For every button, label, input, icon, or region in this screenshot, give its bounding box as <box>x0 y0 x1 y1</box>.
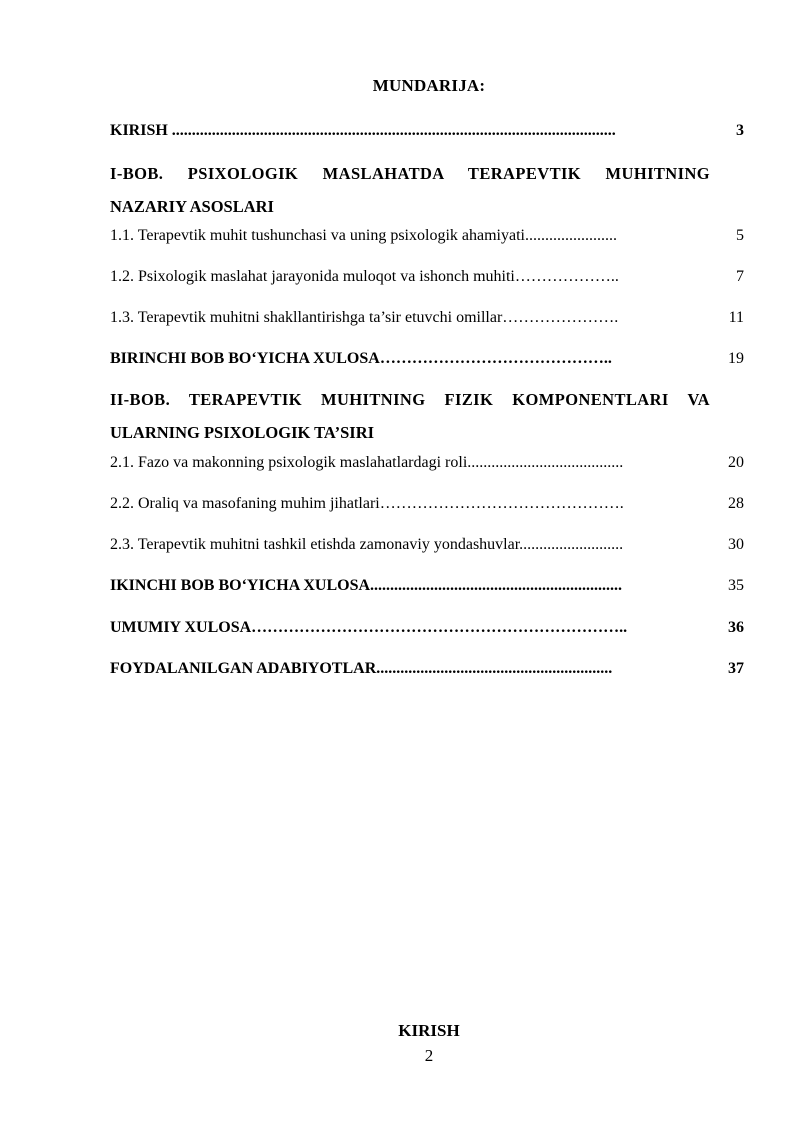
toc-entry-page: 5 <box>736 227 744 244</box>
toc-entry-2-2 <box>110 493 744 515</box>
chapter-title-line1: I-BOB. PSIXOLOGIK MASLAHATDA TERAPEVTIK MUHITNING <box>110 164 710 183</box>
toc-entry-page: 35 <box>728 577 744 594</box>
toc-entry-1-3 <box>110 307 744 329</box>
toc-entry-page: 36 <box>728 619 744 636</box>
chapter-title-line1: II-BOB. TERAPEVTIK MUHITNING FIZIK KOMPONENTLARI VA <box>110 390 710 409</box>
toc-entry-text: BIRINCHI BOB BO‘YICHA XULOSA…………………………………….. <box>110 350 612 367</box>
toc-entry-references <box>110 658 744 680</box>
toc-entry-page: 30 <box>728 536 744 553</box>
toc-entry-text: 2.2. Oraliq va masofaning muhim jihatlari………………………………………. <box>110 495 624 512</box>
toc-entry-text: 1.1. Terapevtik muhit tushunchasi va uning psixologik ahamiyati....................... <box>110 227 617 244</box>
toc-entry-text: UMUMIY XULOSA…………………………………………………………….. <box>110 619 628 636</box>
toc-entry-text: 2.3. Terapevtik muhitni tashkil etishda zamonaviy yondashuvlar.......................... <box>110 536 624 553</box>
toc-entry-page: 7 <box>736 268 744 285</box>
chapter-heading-2 <box>110 383 710 449</box>
page-number: 2 <box>424 1046 434 1065</box>
toc-entry-chapter1-summary <box>110 348 744 370</box>
chapter-title-line2: NAZARIY ASOSLARI <box>110 197 274 216</box>
toc-entry-kirish <box>110 120 744 142</box>
toc-entry-text: KIRISH ............................................................................................................... <box>110 122 616 139</box>
toc-entry-1-1 <box>110 225 744 247</box>
toc-entry-text: 1.2. Psixologik maslahat jarayonida muloqot va ishonch muhiti……………….. <box>110 268 619 285</box>
toc-entry-page: 3 <box>736 122 744 139</box>
toc-entry-2-1 <box>110 452 744 474</box>
toc-entry-text: 1.3. Terapevtik muhitni shakllantirishga ta’sir etuvchi omillar…………………. <box>110 309 619 326</box>
toc-entry-page: 11 <box>728 309 744 326</box>
toc-entry-page: 19 <box>728 350 744 367</box>
toc-heading: MUNDARIJA: <box>372 76 486 95</box>
toc-entry-general-conclusion <box>110 617 744 639</box>
toc-entry-page: 37 <box>728 660 744 677</box>
next-section-title: KIRISH <box>398 1021 460 1040</box>
toc-entry-text: IKINCHI BOB BO‘YICHA XULOSA............................................................... <box>110 577 623 594</box>
toc-entry-text: FOYDALANILGAN ADABIYOTLAR........................................................... <box>110 660 613 677</box>
toc-entry-text: 2.1. Fazo va makonning psixologik maslahatlardagi roli....................................... <box>110 454 624 471</box>
chapter-title-line2: ULARNING PSIXOLOGIK TA’SIRI <box>110 423 375 442</box>
chapter-heading-1 <box>110 157 710 223</box>
toc-entry-chapter2-summary <box>110 575 744 597</box>
toc-entry-2-3 <box>110 534 744 556</box>
toc-entry-page: 28 <box>728 495 744 512</box>
toc-entry-1-2 <box>110 266 744 288</box>
toc-entry-page: 20 <box>728 454 744 471</box>
